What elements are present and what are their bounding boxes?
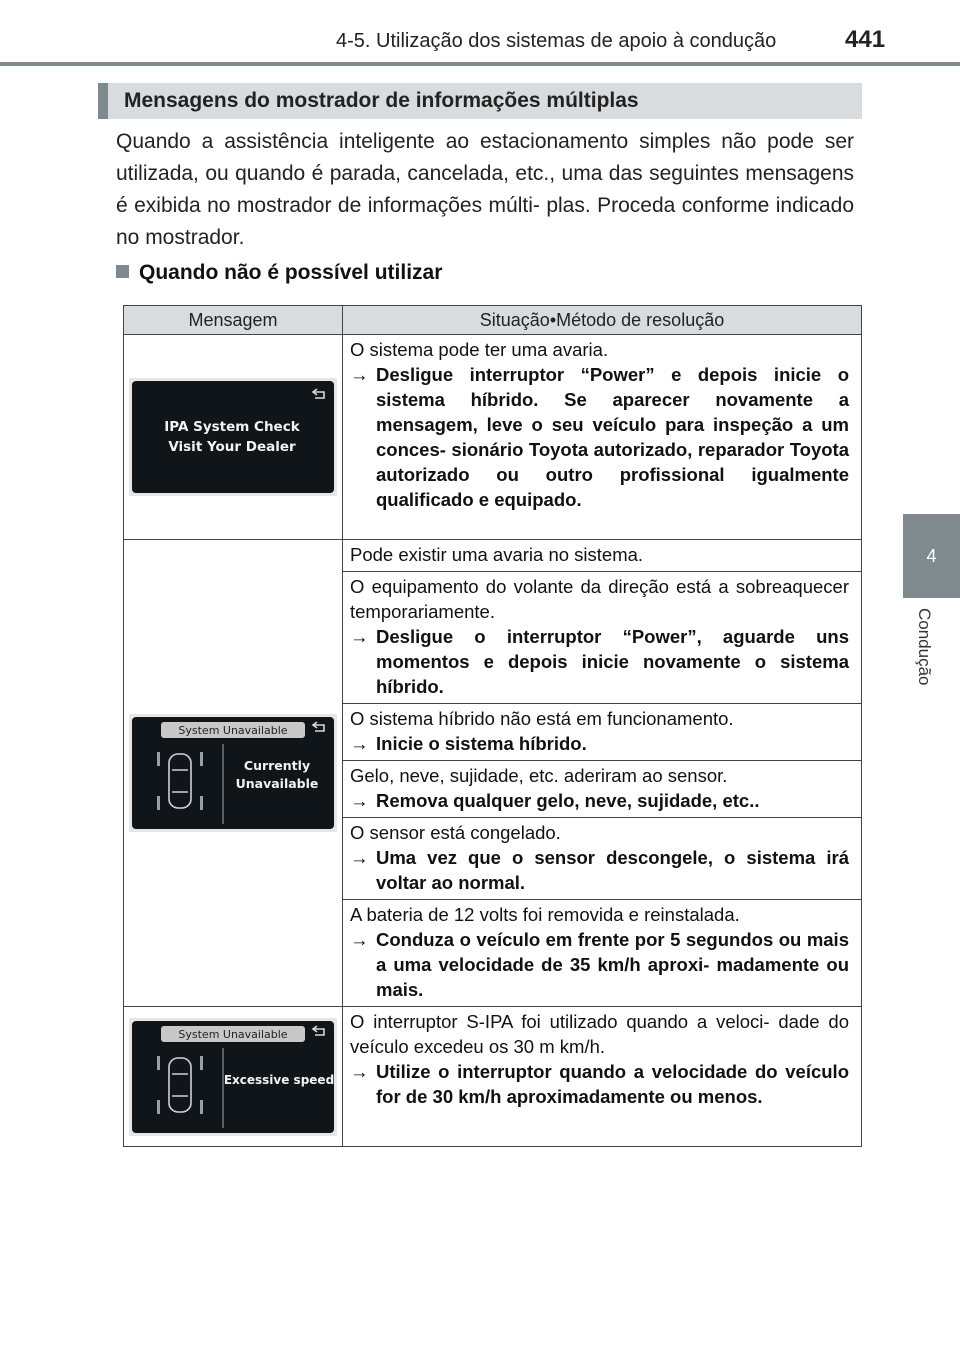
action-line — [350, 845, 849, 895]
section-title-bar — [98, 83, 862, 119]
messages-table — [123, 305, 862, 1147]
situation-text: O sistema híbrido não está em funcionamento. — [350, 708, 734, 729]
intro-paragraph: Quando a assistência inteligente ao estacionamento simples não pode ser utilizada, ou quando é parada, cancelada, etc., uma das seguintes mensagens é exibida no mostrador de informações múlti- plas. Proceda conforme indicado no mostrador. — [116, 130, 854, 249]
page-number: 441 — [845, 26, 886, 53]
action-line — [350, 362, 849, 512]
situation-text: Gelo, neve, sujidade, etc. aderiram ao sensor. — [350, 765, 728, 786]
action-text: Remova qualquer gelo, neve, sujidade, etc.. — [376, 790, 760, 811]
screen-line-1: Excessive speed — [223, 1072, 335, 1087]
action-text: Desligue interruptor “Power” e depois inicie o sistema híbrido. Se aparecer novamente a mensagem, leve o seu veículo para inspeção a um conces- sionário Toyota autorizado, reparador Toyota autorizado ou outro profissional igualmente qualificado e equipado. — [376, 364, 849, 510]
action-text: Desligue o interruptor “Power”, aguarde uns momentos e depois inicie novamente o sistema híbrido. — [376, 626, 849, 697]
situation-text: O sensor está congelado. — [350, 822, 561, 843]
screen-banner: System Unavailable — [178, 724, 288, 737]
message-cell — [124, 540, 343, 1007]
chapter-tab — [903, 514, 960, 598]
arrow-icon: → — [350, 790, 369, 811]
subheading — [116, 261, 442, 285]
arrow-icon: → — [350, 1061, 369, 1082]
situation-cell — [343, 761, 862, 818]
subheading-text: Quando não é possível utilizar — [139, 261, 443, 284]
situation-cell — [343, 900, 862, 1007]
display-screen-ipa-check — [129, 378, 337, 496]
action-line — [350, 927, 849, 1002]
action-line — [350, 731, 849, 756]
situation-cell — [343, 1007, 862, 1147]
screen-banner: System Unavailable — [178, 1027, 288, 1041]
situation-cell — [343, 572, 862, 704]
situation-cell — [343, 540, 862, 572]
arrow-icon: → — [350, 847, 369, 868]
situation-text: O equipamento do volante da direção está a sobreaquecer temporariamente. — [350, 576, 849, 622]
action-line — [350, 624, 849, 699]
arrow-icon: → — [350, 733, 369, 754]
situation-text: Pode existir uma avaria no sistema. — [350, 544, 644, 565]
chapter-label: Condução — [915, 608, 934, 686]
screen-line-1: IPA System Check — [164, 419, 300, 435]
arrow-icon: → — [350, 626, 369, 647]
section-title: Mensagens do mostrador de informações múltiplas — [124, 89, 639, 112]
action-line — [350, 1059, 849, 1109]
arrow-icon: → — [350, 364, 369, 385]
situation-text: A bateria de 12 volts foi removida e reinstalada. — [350, 904, 740, 925]
table-header-row — [124, 306, 862, 335]
screen-line-2: Unavailable — [235, 776, 319, 791]
square-bullet-icon — [116, 265, 129, 278]
message-cell — [124, 335, 343, 540]
display-screen-excessive-speed — [129, 1018, 337, 1136]
header-situation: Situação•Método de resolução — [343, 306, 862, 335]
action-text: Inicie o sistema híbrido. — [376, 733, 587, 754]
action-text: Conduza o veículo em frente por 5 segundos ou mais a uma velocidade de 35 km/h aproxi- madamente ou mais. — [376, 929, 849, 1000]
situation-cell — [343, 704, 862, 761]
table-row — [124, 335, 862, 540]
header-divider — [0, 62, 960, 66]
action-line — [350, 788, 849, 813]
screen-line-2: Visit Your Dealer — [168, 439, 296, 455]
screen-line-1: Currently — [243, 758, 311, 773]
action-text: Utilize o interruptor quando a velocidade do veículo for de 30 km/h aproximadamente ou menos. — [376, 1061, 849, 1107]
message-cell — [124, 1007, 343, 1147]
page-header-title: 4-5. Utilização dos sistemas de apoio à condução — [336, 30, 777, 52]
table-row — [124, 540, 862, 572]
header-message: Mensagem — [124, 306, 343, 335]
arrow-icon: → — [350, 929, 369, 950]
situation-cell — [343, 818, 862, 900]
table-row — [124, 1007, 862, 1147]
situation-text: O sistema pode ter uma avaria. — [350, 339, 609, 360]
situation-text: O interruptor S-IPA foi utilizado quando a veloci- dade do veículo excedeu os 30 m km/h. — [350, 1011, 849, 1057]
display-screen-currently-unavailable — [129, 714, 337, 832]
action-text: Uma vez que o sensor descongele, o sistema irá voltar ao normal. — [376, 847, 849, 893]
situation-cell — [343, 335, 862, 540]
chapter-number: 4 — [926, 545, 937, 566]
